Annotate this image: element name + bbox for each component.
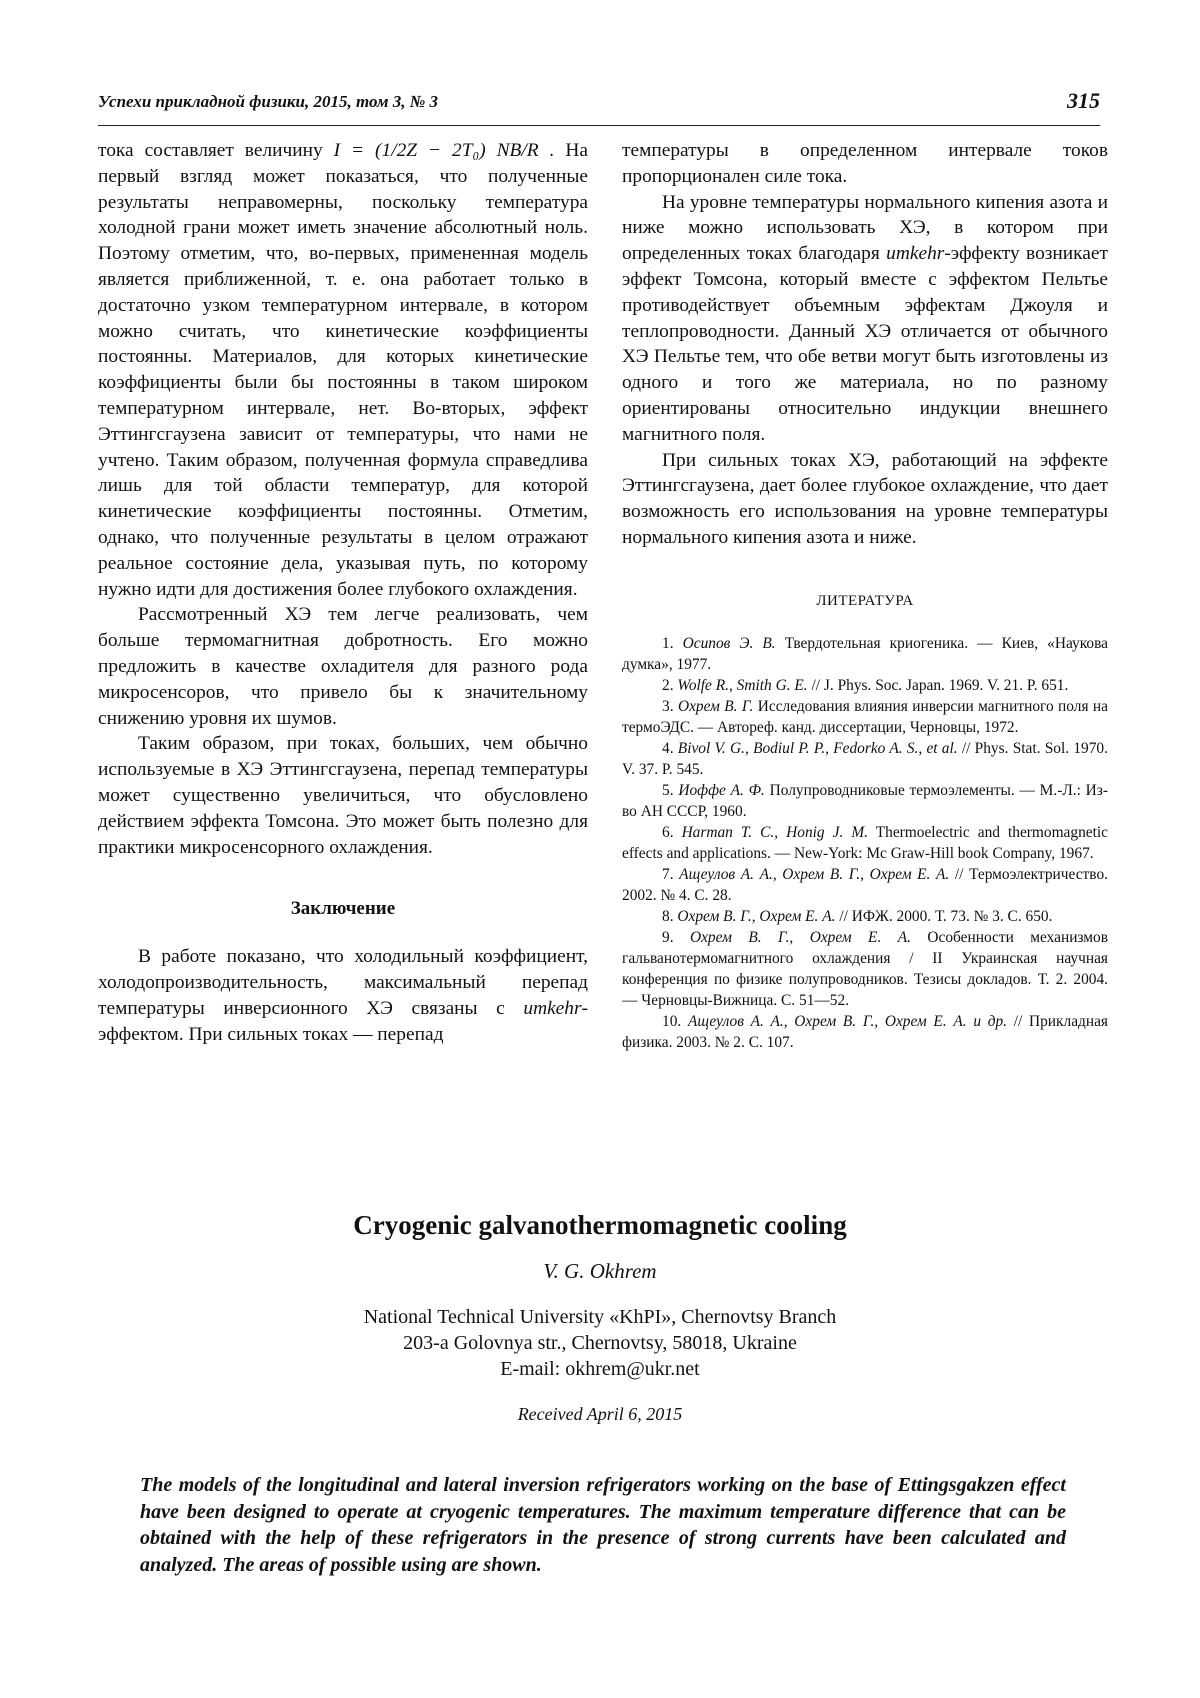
left-column — [98, 138, 588, 1047]
reference-item: 4. Bivol V. G., Bodiul P. P., Fedorko A. S., et al. // Phys. Stat. Sol. 1970. V. 37. P. 545. — [622, 739, 1108, 778]
affiliation-line-2: 203-a Golovnya str., Chernovtsy, 58018, Ukraine — [403, 1332, 797, 1354]
affiliation-line-1: National Technical University «KhPI», Chernovtsy Branch — [363, 1306, 837, 1328]
right-paragraph-3: При сильных токах ХЭ, работающий на эффекте Эттингсгаузена, дает более глубокое охлаждение, что дает возможность его использования на уровне температуры нормального кипения азота и ниже. — [622, 449, 1108, 548]
reference-item: 2. Wolfe R., Smith G. E. // J. Phys. Soc. Japan. 1969. V. 21. P. 651. — [662, 676, 1069, 694]
reference-item: 10. Ащеулов А. А., Охрем В. Г., Охрем Е. А. и др. // Прикладная физика. 2003. № 2. С. 107. — [622, 1012, 1108, 1051]
english-title: Cryogenic galvanothermomagnetic cooling — [353, 1210, 847, 1240]
current-formula: I = (1/2Z − 2T₀) NB/R . — [333, 140, 555, 161]
reference-list — [622, 633, 1108, 1053]
right-paragraph-2 — [622, 190, 1108, 448]
right-paragraph-1: температуры в определенном интервале токов пропорционален силе тока. — [622, 140, 1108, 187]
english-summary — [0, 1210, 1200, 1425]
umkehr-term: umkehr — [523, 997, 582, 1019]
reference-item: 8. Охрем В. Г., Охрем Е. А. // ИФЖ. 2000. Т. 73. № 3. С. 650. — [662, 907, 1053, 925]
paragraph-4-b: -эффектом. При сильных токах — перепад — [98, 997, 588, 1045]
reference-item: 3. Охрем В. Г. Исследования влияния инверсии магнитного поля на термоЭДС. — Автореф. канд. диссертации, Черновцы, 1972. — [622, 697, 1108, 736]
reference-item: 6. Harman T. C., Honig J. M. Thermoelectric and thermomagnetic effects and applications. — New-York: Mc Graw-Hill book Company, 1967. — [622, 823, 1108, 862]
page-number: 315 — [1067, 88, 1100, 113]
received-date: Received April 6, 2015 — [517, 1404, 683, 1424]
reference-item: 5. Иоффе А. Ф. Полупроводниковые термоэлементы. — М.-Л.: Из-во АН СССР, 1960. — [622, 781, 1108, 820]
paragraph-1 — [98, 138, 588, 602]
running-header — [98, 86, 1100, 126]
english-affiliation — [0, 1304, 1200, 1382]
paragraph-3: Таким образом, при токах, больших, чем обычно используемые в ХЭ Эттингсгаузена, перепад температуры может существенно увеличиться, что обусловлено действием эффекта Томсона. Это может быть полезно для практики микросенсорного охлаждения. — [98, 733, 588, 858]
right-paragraph-2-b: -эффекту возникает эффект Томсона, который вместе с эффектом Пельтье противодействует объемным эффектам Джоуля и теплопроводности. Данный ХЭ отличается от обычного ХЭ Пельтье тем, что обе ветви могут быть изготовлены из одного и того же материала, но по разному ориентированы относительно индукции внешнего магнитного поля. — [622, 243, 1108, 445]
paragraph-2: Рассмотренный ХЭ тем легче реализовать, чем больше термомагнитная добротность. Его можно предложить в качестве охладителя для разного рода микросенсоров, что привело бы к значительному снижению уровня их шумов. — [98, 604, 588, 729]
paragraph-1-rest: На первый взгляд может показаться, что полученные результаты неправомерны, поскольку температура холодной грани может иметь значение абсолютный ноль. Поэтому отметим, что, во-первых, примененная модель является приближенной, т. е. она работает только в достаточно узком температурном интервале, в котором можно считать, что кинетические коэффициенты постоянны. Материалов, для которых кинетические коэффициенты были бы постоянны в таком широком температурном интервале, нет. Во-вторых, эффект Эттингсгаузена зависит от температуры, что нами не учтено. Таким образом, полученная формула справедлива лишь для той области температур, для которой кинетические коэффициенты постоянны. Отметим, однако, что полученные результаты в целом отражают реальное состояние дела, указывая путь, по которому нужно идти для достижения более глубокого охлаждения. — [98, 140, 588, 600]
paragraph-4-a: В работе показано, что холодильный коэффициент, холодопроизводительность, максимальный перепад температуры инверсионного ХЭ связаны с — [98, 946, 588, 1019]
right-column — [622, 138, 1108, 1053]
author-email: E-mail: okhrem@ukr.net — [500, 1358, 700, 1380]
reference-item: 1. Осипов Э. В. Твердотельная криогеника. — Киев, «Наукова думка», 1977. — [622, 634, 1108, 673]
conclusion-title: Заключение — [290, 898, 396, 920]
reference-item: 7. Ащеулов А. А., Охрем В. Г., Охрем Е. А. // Термоэлектричество. 2002. № 4. С. 28. — [622, 865, 1108, 904]
right-paragraph-2-a: На уровне температуры нормального кипения азота и ниже можно использовать ХЭ, в котором при определенных токах благодаря — [622, 191, 1108, 265]
umkehr-term: umkehr — [886, 243, 945, 265]
reference-item: 9. Охрем В. Г., Охрем Е. А. Особенности механизмов гальванотермомагнитного охлаждения / II Украинская научная конференция по физике полупроводников. Тезисы докладов. Т. 2. 2004. — Черновцы-Вижница. С. 51—52. — [622, 928, 1108, 1009]
english-abstract: The models of the longitudinal and lateral inversion refrigerators working on the base of Ettingsgakzen effect have been designed to operate at cryogenic temperatures. The maximum temperature difference that can be obtained with the help of these refrigerators in the presence of strong currents have been calculated and analyzed. The areas of possible using are shown. — [140, 1474, 1066, 1576]
journal-title: Успехи прикладной физики, 2015, том 3, № 3 — [98, 92, 439, 111]
paragraph-1-prefix: тока составляет величину — [98, 140, 334, 161]
literature-title: ЛИТЕРАТУРА — [816, 592, 914, 609]
paragraph-4 — [98, 944, 588, 1047]
english-author: V. G. Okhrem — [543, 1259, 657, 1283]
